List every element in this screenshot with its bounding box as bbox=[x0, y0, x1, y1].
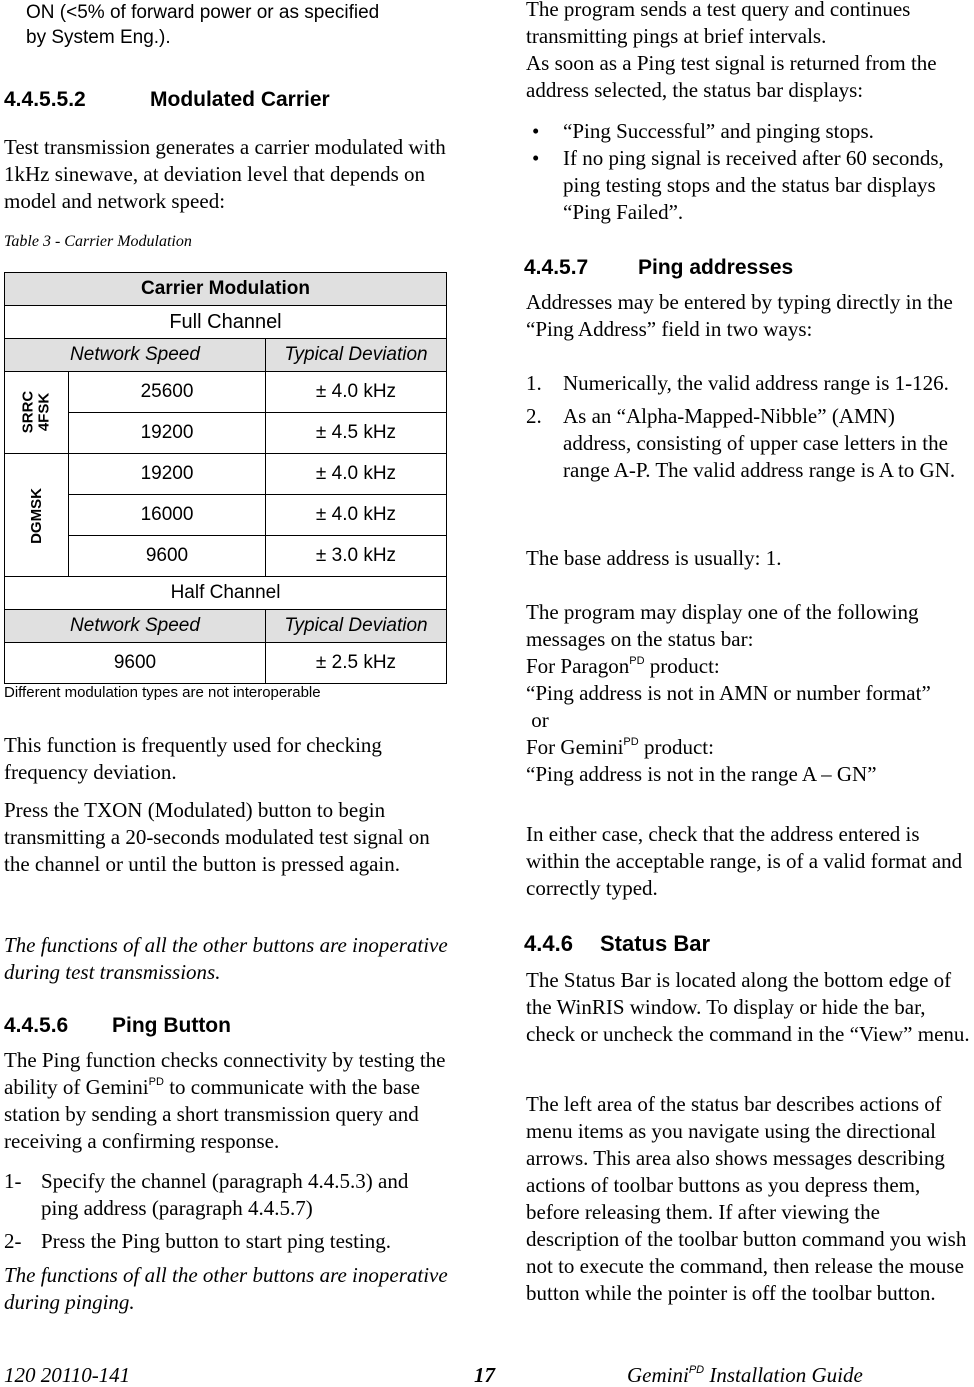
check-address-text: In either case, check that the address entered is within the acceptable range, is of a valid format and correctly typed. bbox=[526, 822, 963, 900]
list-item: • “Ping Successful” and pinging stops. bbox=[532, 119, 874, 143]
deviation-cell: ± 4.0 kHz bbox=[265, 372, 446, 413]
group-dgmsk bbox=[5, 454, 69, 577]
or-line: or bbox=[526, 708, 549, 732]
carrier-modulation-table bbox=[4, 272, 447, 684]
heading-number: 4.4.5.7 bbox=[524, 256, 589, 279]
speed-cell: 9600 bbox=[5, 643, 266, 684]
table-caption: Table 3 - Carrier Modulation bbox=[4, 233, 192, 250]
group-dgmsk-label: DGMSK bbox=[27, 488, 45, 544]
heading-number: 4.4.5.6 bbox=[4, 1014, 69, 1037]
col-network-speed: Network Speed bbox=[5, 339, 266, 372]
footer-product-title: Gemini$^{PD}$ Installation Guide bbox=[627, 1363, 863, 1387]
full-channel-label: Full Channel bbox=[5, 306, 447, 339]
message-amn-format: “Ping address is not in AMN or number format” bbox=[526, 681, 931, 705]
modulated-carrier-intro: Test transmission generates a carrier modulated with 1kHz sinewave, at deviation level that depends on model and network speed: bbox=[4, 135, 446, 213]
heading-ping-button bbox=[4, 1013, 231, 1039]
inoperative-note-tx: The functions of all the other buttons are inoperative during test transmissions. bbox=[4, 933, 448, 984]
status-bar-left-area-text: The left area of the status bar describes actions of menu items as you navigate using the directional arrows. This area also shows messages describing actions of toolbar buttons as you depress them, before releasing them. If after viewing the description of the toolbar button command you wish not to execute the command, then release the mouse button while the pointer is off the toolbar button. bbox=[526, 1092, 967, 1305]
half-channel-label: Half Channel bbox=[5, 577, 447, 610]
speed-cell: 19200 bbox=[69, 454, 266, 495]
speed-cell: 16000 bbox=[69, 495, 266, 536]
address-entry-text: Addresses may be entered by typing directly in the “Ping Address” field in two ways: bbox=[526, 290, 953, 341]
intro-line-2: by System Eng.). bbox=[26, 27, 171, 48]
heading-status-bar bbox=[524, 931, 710, 957]
txon-instruction: Press the TXON (Modulated) button to begin transmitting a 20-seconds modulated test signal on the channel or until the button is pressed again. bbox=[4, 798, 430, 876]
heading-number: 4.4.6 bbox=[524, 931, 573, 956]
group-srrc-4fsk-label: SRRC 4FSK bbox=[19, 390, 53, 433]
table-title: Carrier Modulation bbox=[5, 273, 447, 306]
status-bar-display-text: As soon as a Ping test signal is returned from the address selected, the status bar displays: bbox=[526, 51, 937, 102]
intro-line-1: ON (<5% of forward power or as specified bbox=[26, 2, 380, 23]
deviation-cell: ± 4.0 kHz bbox=[265, 454, 446, 495]
list-item: 2- Press the Ping button to start ping testing. bbox=[4, 1229, 391, 1253]
group-srrc-4fsk bbox=[5, 372, 69, 454]
address-formats bbox=[526, 370, 966, 484]
heading-ping-addresses bbox=[524, 255, 793, 281]
test-query-text: The program sends a test query and continues transmitting pings at brief intervals. bbox=[526, 0, 911, 48]
deviation-cell: ± 3.0 kHz bbox=[265, 536, 446, 577]
status-bar-location-text: The Status Bar is located along the bottom edge of the WinRIS window. To display or hide the bar, check or uncheck the command in the “View” menu. bbox=[526, 968, 970, 1046]
ping-function-text: The Ping function checks connectivity by testing the ability of Gemini$^{PD}$ to communicate with the base station by sending a short transmission query and receiving a confirming response. bbox=[4, 1048, 446, 1153]
base-address-text: The base address is usually: 1. bbox=[526, 546, 782, 570]
deviation-cell: ± 4.0 kHz bbox=[265, 495, 446, 536]
frequency-deviation-text: This function is frequently used for checking frequency deviation. bbox=[4, 733, 382, 784]
heading-title: Ping addresses bbox=[638, 256, 794, 279]
speed-cell: 25600 bbox=[69, 372, 266, 413]
gemini-line: For Gemini$^{PD}$ product: bbox=[526, 735, 714, 759]
inoperative-note-ping: The functions of all the other buttons are inoperative during pinging. bbox=[4, 1263, 448, 1314]
half-col-network-speed: Network Speed bbox=[5, 610, 266, 643]
table-note: Different modulation types are not interoperable bbox=[4, 684, 321, 701]
list-item: 1. Numerically, the valid address range is 1-126. bbox=[526, 371, 949, 395]
footer-doc-number: 120 20110-141 bbox=[4, 1363, 131, 1387]
intro-continuation bbox=[26, 0, 379, 50]
status-bullets bbox=[526, 118, 966, 226]
deviation-cell: ± 2.5 kHz bbox=[265, 643, 446, 684]
heading-number: 4.4.5.5.2 bbox=[4, 88, 86, 111]
paragon-line: For Paragon$^{PD}$ product: bbox=[526, 654, 720, 678]
heading-modulated-carrier bbox=[4, 87, 330, 113]
ping-steps bbox=[4, 1168, 450, 1255]
heading-title: Modulated Carrier bbox=[150, 88, 330, 111]
half-col-typical-deviation: Typical Deviation bbox=[265, 610, 446, 643]
footer-page-number: 17 bbox=[474, 1363, 495, 1387]
status-messages-intro: The program may display one of the following messages on the status bar: bbox=[526, 600, 919, 651]
list-item: 1- Specify the channel (paragraph 4.4.5.3) and ping address (paragraph 4.4.5.7) bbox=[4, 1169, 409, 1220]
heading-title: Ping Button bbox=[112, 1014, 231, 1037]
speed-cell: 9600 bbox=[69, 536, 266, 577]
message-range: “Ping address is not in the range A – GN” bbox=[526, 762, 877, 786]
speed-cell: 19200 bbox=[69, 413, 266, 454]
col-typical-deviation: Typical Deviation bbox=[265, 339, 446, 372]
list-item: 2. As an “Alpha-Mapped-Nibble” (AMN) address, consisting of upper case letters in the range A-P. The valid address range is A to GN. bbox=[526, 404, 956, 482]
heading-title: Status Bar bbox=[600, 931, 711, 956]
list-item: • If no ping signal is received after 60 seconds, ping testing stops and the status bar displays “Ping Failed”. bbox=[532, 146, 944, 224]
deviation-cell: ± 4.5 kHz bbox=[265, 413, 446, 454]
status-messages bbox=[526, 653, 974, 788]
